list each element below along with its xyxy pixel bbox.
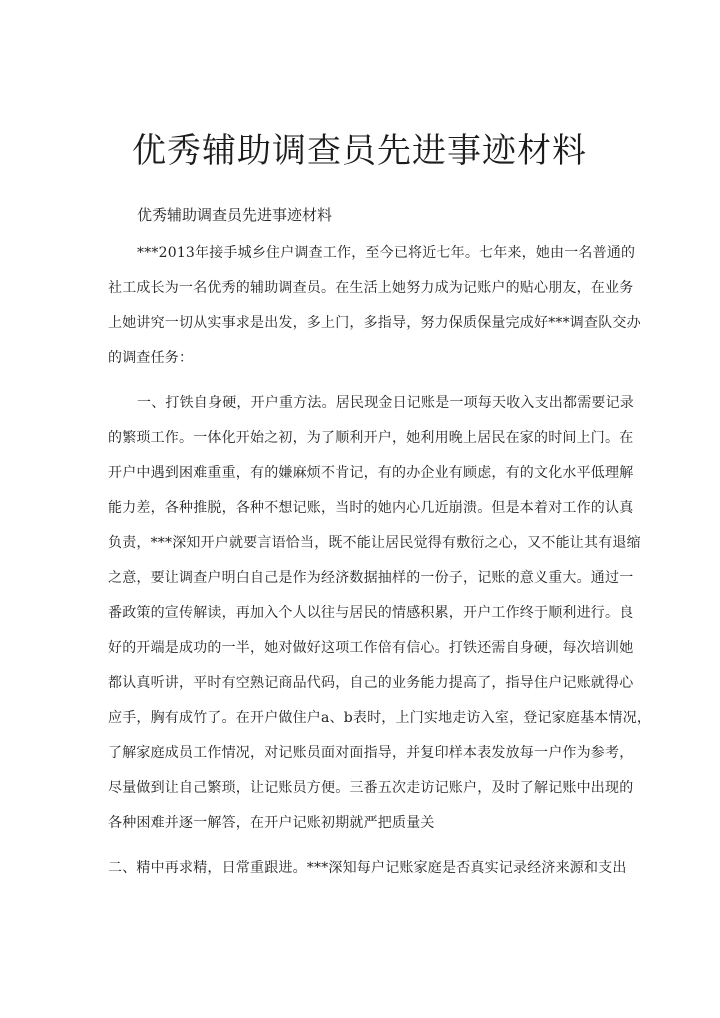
paragraph-2-line-7: 番政策的宣传解读，再加入个人以往与居民的情感积累，开户工作终于顺利进行。良 xyxy=(108,605,634,621)
paragraph-2-line-6: 之意，要让调查户明白自己是作为经济数据抽样的一份子，记账的意义重大。通过一 xyxy=(108,570,634,586)
paragraph-2-line-3: 开户中遇到困难重重，有的嫌麻烦不肯记，有的办企业有顾虑，有的文化水平低理解 xyxy=(108,465,634,481)
paragraph-2-line-2: 的繁琐工作。一体化开始之初，为了顺利开户，她利用晚上居民在家的时间上门。在 xyxy=(108,430,634,446)
paragraph-2-line-8: 好的开端是成功的一半，她对做好这项工作倍有信心。打铁还需自身硬，每次培训她 xyxy=(108,640,634,656)
paragraph-2-line-11: 了解家庭成员工作情况，对记账员面对面指导，并复印样本表发放每一户作为参考， xyxy=(108,745,634,761)
paragraph-2-line-10: 应手，胸有成竹了。在开户做住户a、b表时，上门实地走访入室，登记家庭基本情况， xyxy=(108,710,652,726)
paragraph-3-line-1: 二、精中再求精，日常重跟进。***深知每户记账家庭是否真实记录经济来源和支出 xyxy=(108,860,627,876)
paragraph-1-line-3: 上她讲究一切从实事求是出发，多上门，多指导，努力保质保量完成好***调查队交办 xyxy=(108,315,641,331)
paragraph-2-line-1: 一、打铁自身硬，开户重方法。居民现金日记账是一项每天收入支出都需要记录 xyxy=(137,395,634,411)
paragraph-1-line-4: 的调查任务： xyxy=(108,350,194,366)
paragraph-1-line-1: ***2013年接手城乡住户调查工作，至今已将近七年。七年来，她由一名普通的 xyxy=(137,245,636,261)
paragraph-2-line-12: 尽量做到让自己繁琐，让记账员方便。三番五次走访记账户，及时了解记账中出现的 xyxy=(108,780,634,796)
paragraph-2-line-5: 负责，***深知开户就要言语恰当，既不能让居民觉得有敷衍之心，又不能让其有退缩 xyxy=(108,535,641,551)
paragraph-2-line-9: 都认真听讲，平时有空熟记商品代码，自己的业务能力提高了，指导住户记账就得心 xyxy=(108,675,634,691)
paragraph-2-line-4: 能力差，各种推脱，各种不想记账，当时的她内心几近崩溃。但是本着对工作的认真 xyxy=(108,500,634,516)
document-title: 优秀辅助调查员先进事迹材料 xyxy=(132,131,587,171)
paragraph-1-line-2: 社工成长为一名优秀的辅助调查员。在生活上她努力成为记账户的贴心朋友，在业务 xyxy=(108,280,634,296)
document-subtitle: 优秀辅助调查员先进事迹材料 xyxy=(137,206,333,224)
paragraph-2-line-13: 各种困难并逐一解答，在开户记账初期就严把质量关 xyxy=(108,815,435,831)
